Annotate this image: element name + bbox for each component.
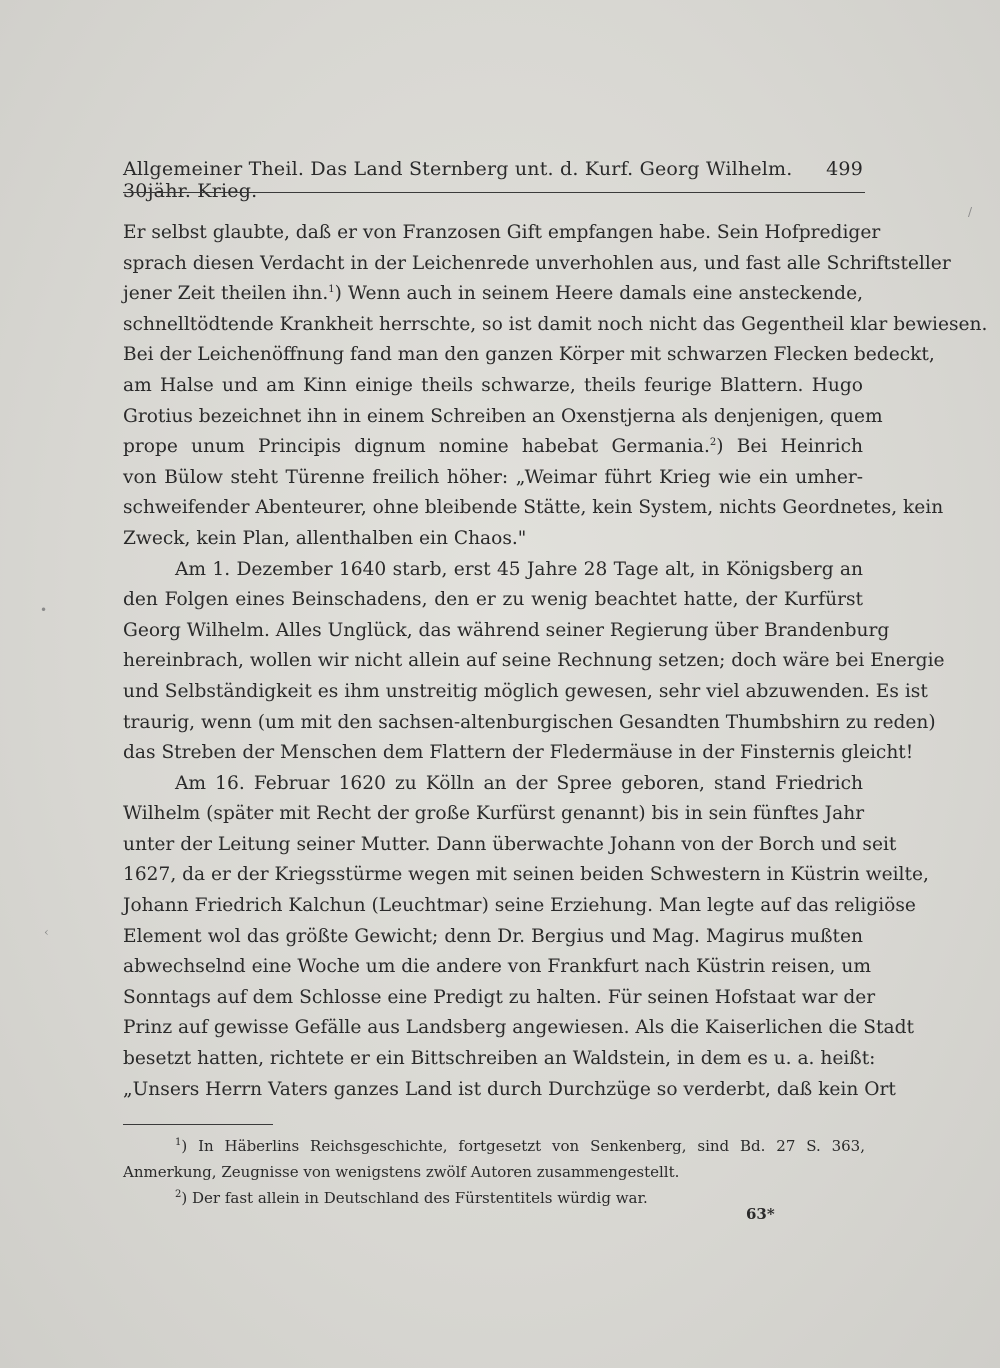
margin-mark: /: [968, 205, 973, 219]
text-line: besetzt hatten, richtete er ein Bittschreiben an Waldstein, in dem es u. a. heißt:: [123, 1048, 876, 1070]
footnote-text: Anmerkung, Zeugnisse von wenigstens zwölf Autoren zusammengestellt.: [123, 1163, 680, 1181]
text-line: Wilhelm (später mit Recht der große Kurfürst genannt) bis in sein fünftes Jahr: [123, 803, 865, 825]
text-line: Grotius bezeichnet ihn in einem Schreiben an Oxenstjerna als denjenigen, quem: [123, 405, 883, 427]
text-line: Am 16. Februar 1620 zu Kölln an der Spree geboren, stand Friedrich: [175, 772, 863, 794]
text-line: traurig, wenn (um mit den sachsen-altenburgischen Gesandten Thumbshirn zu reden): [123, 711, 936, 733]
footnote-ref[interactable]: 1: [328, 284, 335, 295]
text-line: von Bülow steht Türenne freilich höher: „Weimar führt Krieg wie ein umher-: [123, 466, 863, 488]
text-line: und Selbständigkeit es ihm unstreitig möglich gewesen, sehr viel abzuwenden. Es ist: [123, 680, 928, 702]
margin-mark: ‹: [44, 925, 49, 939]
text-segment: prope unum Principis dignum nomine habebat Germania.: [123, 436, 710, 458]
text-line: Er selbst glaubte, daß er von Franzosen Gift empfangen habe. Sein Hofprediger: [123, 222, 881, 243]
footnote-rule: [123, 1124, 273, 1125]
text-line: „Unsers Herrn Vaters ganzes Land ist durch Durchzüge so verderbt, daß kein Ort: [123, 1078, 896, 1100]
margin-mark: •: [40, 603, 48, 617]
text-line: am Halse und am Kinn einige theils schwarze, theils feurige Blattern. Hugo: [123, 374, 863, 396]
text-line: Johann Friedrich Kalchun (Leuchtmar) seine Erziehung. Man legte auf das religiöse: [123, 895, 916, 917]
text-line: Zweck, kein Plan, allenthalben ein Chaos.": [123, 527, 527, 549]
text-line: 1627, da er der Kriegsstürme wegen mit seinen beiden Schwestern in Küstrin weilte,: [123, 864, 929, 886]
text-line: Element wol das größte Gewicht; denn Dr. Bergius und Mag. Magirus mußten: [123, 925, 863, 947]
page-number: 499: [826, 158, 863, 180]
text-line: [123, 432, 863, 463]
text-line: den Folgen eines Beinschadens, den er zu wenig beachtet hatte, der Kurfürst: [123, 589, 863, 611]
text-line: Prinz auf gewisse Gefälle aus Landsberg angewiesen. Als die Kaiserlichen die Stadt: [123, 1017, 914, 1039]
main-text: [123, 218, 988, 1105]
footnote-marker: 2: [175, 1189, 182, 1200]
text-line: Sonntags auf dem Schlosse eine Predigt zu halten. Für seinen Hofstaat war der: [123, 986, 876, 1008]
text-line: schnelltödtende Krankheit herrschte, so ist damit noch nicht das Gegentheil klar bewiesen.: [123, 313, 988, 335]
text-line: Georg Wilhelm. Alles Unglück, das während seiner Regierung über Brandenburg: [123, 619, 890, 641]
text-segment: jener Zeit theilen ihn.: [123, 283, 329, 305]
running-header: [123, 158, 863, 202]
text-line: sprach diesen Verdacht in der Leichenrede unverhohlen aus, und fast alle Schriftsteller: [123, 252, 951, 274]
text-line: abwechselnd eine Woche um die andere von Frankfurt nach Küstrin reisen, um: [123, 956, 871, 978]
header-rule: [123, 192, 865, 193]
text-line: schweifender Abenteurer, ohne bleibende Stätte, kein System, nichts Geordnetes, kein: [123, 497, 944, 519]
text-segment: ) Wenn auch in seinem Heere damals eine ansteckende,: [334, 283, 863, 305]
text-line: das Streben der Menschen dem Flattern der Fledermäuse in der Finsternis gleicht!: [123, 742, 914, 764]
footnote-ref[interactable]: 2: [709, 436, 717, 448]
text-line: Am 1. Dezember 1640 starb, erst 45 Jahre 28 Tage alt, in Königsberg an: [175, 558, 863, 580]
footnote-marker: 1: [175, 1137, 182, 1148]
footnote-line: [123, 1133, 865, 1159]
text-line: [123, 279, 863, 310]
text-line: hereinbrach, wollen wir nicht allein auf seine Rechnung setzen; doch wäre bei Energie: [123, 650, 945, 672]
footnote-text: ) In Häberlins Reichsgeschichte, fortgesetzt von Senkenberg, sind Bd. 27 S. 363,: [181, 1137, 865, 1155]
text-line: unter der Leitung seiner Mutter. Dann überwachte Johann von der Borch und seit: [123, 833, 897, 855]
footnote-line: [123, 1159, 865, 1185]
footnotes: [123, 1133, 865, 1211]
footnote-text: ) Der fast allein in Deutschland des Fürstentitels würdig war.: [181, 1189, 648, 1207]
running-title: Allgemeiner Theil. Das Land Sternberg unt. d. Kurf. Georg Wilhelm. 30jähr. Krieg.: [123, 158, 793, 202]
printer-signature: 63*: [746, 1205, 775, 1223]
text-segment: ) Bei Heinrich: [716, 436, 863, 458]
text-line: Bei der Leichenöffnung fand man den ganzen Körper mit schwarzen Flecken bedeckt,: [123, 344, 935, 366]
